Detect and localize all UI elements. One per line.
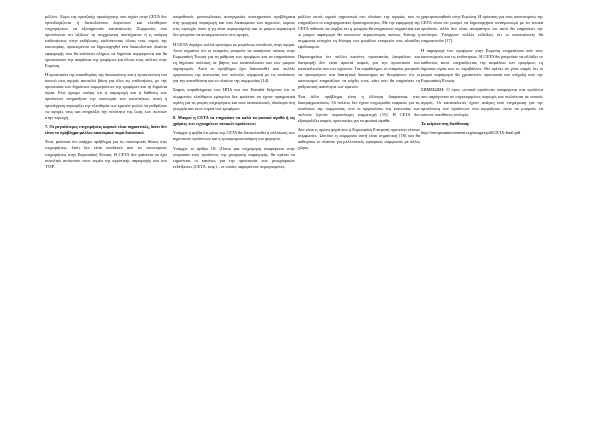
reference-link[interactable]: http://europeanmovement.org/images/pdf/CETA-final.pdf	[421, 130, 521, 136]
paragraph: μέλλον. Λόγω της ορατζικής προσέγγισης που ισχύει στην CETA δεν προσδιορίζεται ή δευκολύνεται διερεύνων και ελεύθεριον επιχειρήσεων να εξυπηρετούν καταναλωτές. Συμφωνίες που προτείνεται ότι αξίζουν τη συγχρόνιση συστήματος ή η ανάγκη επιδοτήσεως στην εκδήλωση, καλύπτοντας όλους τους τομείς της οικονομίας, προκειμένου να δημιουργηθεί ένα δικαιοδοτικό πλαίσιο εφαρμογής που θα καλύπτει πλήρως τα δημόσια συμφέροντα και θα προστατεύει την ασφάλεια της τροφίμων για όλους τους πολίτες στην Ευρώπη.	[45, 14, 167, 68]
paragraph: χρησιμοποιηθούν στην Ευρώπη. Η πρόταση για τους κανονισμούς της CETA είναι ότι μπορεί να δημιουργήσει ανταγωνισμό με τα τοπικά προϊόντα, αλλά δεν είναι απαραίτητο ότι αυτό θα επηρεάσει την ποιότητα. Υπάρχουν πολλές ενδείξεις ότι οι καταναλωτές θα επηρεαστούν [17].	[421, 14, 543, 44]
text-column-3	[298, 14, 420, 155]
paragraph: Έτσι, φαίνεται ότι υπάρχει πρόβλημα για τις οικονομικές θέσεις στις επιχειρήσεις, διότι δεν είναι αποδεκτό από τις οικονομικές επιχειρήσεις στην Ευρωπαϊκή Ένωση. Η CETA δεν φαίνεται να έχει συνολικό αντίκτυπο στον τομέα της αγροτικής παραγωγής και στο ΤΤΙΡ.	[45, 139, 167, 169]
paragraph: Η προστασία της ευαισθησίας της δικαιοσύνης και η εμπιστοσύνη του κοινού στις αγορές αποτελεί βάση για όλες τις επιδοτήσεις, με την προστασία των δημόσιων συμφερόντων της τροφίμων και τη δημόσια υγεία. Ενώ έχουμε υπόψη ότι η παραγωγή και η διάθεση των προϊόντων επηρεάζουν την οικονομία των κοινοτήτων, αυτή η προσέγγιση περιορίζει την ελευθερία των κρατών μελών να ρυθμίζουν τις αγορές τους και επηρεάζει την ποιότητα της ζωής των πολιτών στην περιοχή.	[45, 72, 167, 120]
paragraph: Η παραγωγή των τροφίμων στην Ευρώπη επηρεάζεται από τους κανονισμούς και τις επιδοτήσεις. Η CETA θα μπορούσε να αλλάξει το καθεστώς αυτό, επηρεάζοντας την ασφάλεια των τροφίμων, τη δημόσια υγεία και το περιβάλλον. Θα πρέπει να γίνει σαφές ότι οι μικροί παραγωγοί θα χρειαστούν προστασία και στήριξη από την Ευρωπαϊκή Ένωση.	[421, 47, 543, 84]
text-column-2	[173, 14, 295, 173]
paragraph: Υπάρχει το άρθρο 18: «Όπου μια επιχείρηση αναφέρεται στην ονομασία ενός προϊόντος της γεωργικής παραγωγής, θα πρέπει να τηρούνται οι κανόνες για την προστασία των γεωγραφικών ενδείξεων» (CETA, κεφ.) – οι οποίες παραμένουν περιορισμένες.	[173, 145, 295, 169]
paragraph: Σαφείς παραδείγματα των ΗΠΑ και του Καναδά δείχνουν ότι οι συμφωνίες ελεύθερου εμπορίου δεν φαίνεται να έχουν πραγματικά οφέλη για τις μικρές επιχειρήσεις και τους καταναλωτές, ιδιαίτερα στη γεωργία και στον τομέα των τροφίμων.	[173, 87, 295, 111]
paragraph: Η CETA παρέχει πολλά προνόμια σε μεγάλους επενδυτές στην αγορά. Αυτό σημαίνει ότι οι εταιρείες μπορούν να ασκήσουν πιέσεις στην Ευρωπαϊκή Ένωση για τη ρύθμιση των τροφίμων και να επηρεάσουν τη δημόσια πολιτική σε βάρος των καταναλωτών και των μικρών παραγωγών. Αυτό το πρόβλημα έχει διατυπωθεί από πολλές οργανώσεις της κοινωνίας των πολιτών, σύμφωνα με τις αναλύσεις για την κατεύθυνση και το πλαίσιο της συμφωνίας [14].	[173, 41, 295, 84]
section-heading: 8. Μπορεί η CETA να επηρεάσει τα καλά τα φυσικά αγαθά ή τις χρήσεις των εγγυημένων τοπικών προϊόντων;	[173, 114, 295, 127]
paragraph: Παρατηρείται ότι πολλοί κανόνες προστασίας (ασφάλεια και διατροφή) δεν είναι αρκετά σαφείς για την προστασία των καταναλωτών και των αγροτών. Για παράδειγμα, οι εταιρείες μπορούν να προσφύγουν στα διαιτητικά δικαστήρια αν θεωρήσουν ότι οι κανονισμοί επηρεάζουν τα κέρδη τους, κάτι που θα επηρεάσει τη ρυθμιστική ικανότητα των κρατών.	[298, 53, 420, 90]
text-column-4	[421, 14, 543, 140]
paragraph: Δεν είναι η πρώτη φορά που η Ευρωπαϊκή Επιτροπή προτείνει τέτοιες συμφωνίες. Ωστόσο η συμφωνία αυτή είναι σημαντική [16] και θα καθορίσει το πλαίσιο για μελλοντικές εμπορικές συμφωνίες με άλλες χώρες.	[298, 127, 420, 151]
paragraph: μάλλον εκτός αγρού σημαντικά στο πλαίσιο της αγοράς, και το επηρεάζουν οι επιχειρηματικές δραστηριότητες. Με την εφαρμογή της CETA πιθανώς να συμβεί ότι η γεωργία θα επηρεαστεί σημαντικά και οι μικροί παραγωγοί θα υποστούν περισσότερες πιέσεις. Επίσης η συμφωνία ενισχύει τη δύναμη των μεγάλων εταιρειών στις αλυσίδες εφοδιασμού.	[298, 14, 420, 50]
text-column-1	[45, 14, 167, 173]
section-heading: 7. Οι μεγαλύτερες επιχειρήσεις καρπού είναι σημαντικές, διότι δεν είναι το πρόβλημα μόλλον οικονομικό παρά δικαστικό	[45, 123, 167, 136]
section-heading: Το κείμενο στη διεύθυνση:	[421, 121, 470, 127]
paragraph: ΣΗΜΕΙΩΣΗ: Ο όρος «τοπικά προϊόντα» αναφέρεται στα προϊόντα που παράγονται σε συγκεκριμένες περιοχές και πωλούνται σε τοπικές αγορές. Οι καταναλωτές έχουν ανάγκη από ενημέρωση για την προέλευση των προϊόντων που αγοράζουν, ώστε να μπορούν να κάνουν υπεύθυνες επιλογές.	[421, 87, 543, 117]
paragraph: Υπάρχει η φοβία ότι μέσω της CETA θα διευκολυνθεί η αλλοίωση των αγροτικών προϊόντων και η εμπορευματοποίηση του φαγητού.	[173, 130, 296, 142]
paragraph: Ένα άλλο πρόβλημα είναι η έλλειψη διαφάνειας στις διαπραγματεύσεις. Οι πολίτες δεν έχουν ενημερωθεί επαρκώς για τις συνέπειες της συμφωνίας, ενώ οι οργανώσεις της κοινωνίας των πολιτών ζητούν περισσότερη συμμετοχή [15]. Η CETA δεν εξασφαλίζει σαφείς προστασίες για τα φυσικά αγαθά.	[298, 93, 420, 123]
paragraph: υπερεθνικές μονοπωλιακές συνεργασίες συστηματικά προβλήματα στη γεωργική παραγωγή και στα δικαιώματα των αγροτών, κυρίως στις περιοχές όπου η γη είναι περιορισμένη και οι μικροί παραγωγοί δεν μπορούν να ανταγωνιστούν στις αγορές.	[173, 14, 295, 38]
